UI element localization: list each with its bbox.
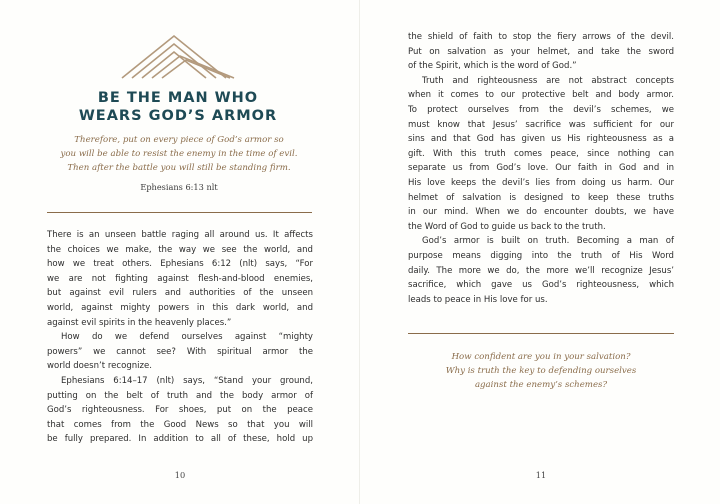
divider: [408, 333, 674, 334]
body-line: putting on the belt of truth and the body armor of: [47, 390, 313, 401]
page-number-left: 10: [174, 470, 186, 480]
body-text-right: [408, 30, 674, 307]
body-line: To protect ourselves from the devil’s schemes, we: [408, 104, 674, 115]
body-line: Put on salvation as your helmet, and take the sword: [408, 46, 674, 57]
body-line: daily. The more we do, the more we’ll recognize Jesus’: [408, 265, 674, 276]
divider: [47, 212, 312, 213]
reflection-questions: [408, 350, 674, 392]
body-line: God’s righteousness. For shoes, put on the peace: [47, 405, 313, 416]
body-line: be fully prepared. In addition to all of these, hold up: [47, 434, 313, 445]
chapter-title: [60, 89, 296, 125]
page-number-right: 11: [535, 470, 547, 480]
question-line: Why is truth the key to defending ourselves: [445, 366, 637, 376]
body-line: sacrifice, which gave us God’s righteousness, which: [408, 280, 674, 291]
body-line: His love keeps the devil’s lies from doing us harm. Our: [408, 177, 674, 188]
scripture-citation: Ephesians 6:13 nlt: [140, 182, 218, 192]
body-line: the Word of God to guide us back to the truth.: [408, 221, 606, 232]
body-line: world, against mighty powers in this dark world, and: [47, 302, 313, 313]
body-line: There is an unseen battle raging all around us. It affects: [47, 230, 313, 240]
body-line: gift. With this truth comes peace, since nothing can: [408, 148, 674, 159]
body-line: powers” we cannot see? With spiritual armor the: [47, 346, 313, 357]
body-line: the shield of faith to stop the fiery arrows of the devil.: [408, 32, 674, 42]
body-line: God’s armor is built on truth. Becoming a man of: [422, 236, 674, 247]
body-line: of the Spirit, which is the word of God.”: [408, 61, 577, 72]
body-line: Truth and righteousness are not abstract concepts: [422, 75, 674, 86]
body-line: helmet of salvation is designed to keep these truths: [408, 192, 674, 203]
body-line: that comes from the Good News so that you will: [47, 419, 313, 430]
body-line: but against evil rulers and authorities of the unseen: [47, 288, 313, 299]
body-line: how we treat others. Ephesians 6:12 (nlt) says, “For: [47, 259, 313, 270]
body-line: sins and that God has given us His righteousness as a: [408, 134, 674, 145]
quote-line: Then after the battle you will still be standing firm.: [67, 163, 291, 173]
chapter-title-line: WEARS GOD’S ARMOR: [78, 108, 278, 124]
body-line: Ephesians 6:14–17 (nlt) says, “Stand your ground,: [61, 375, 313, 386]
body-line: the choices we make, the way we see the world, and: [47, 244, 313, 255]
quote-line: Therefore, put on every piece of God’s armor so: [74, 135, 284, 145]
body-line: separate us from God’s love. Our faith in God and in: [408, 163, 674, 174]
quote-line: you will be able to resist the enemy in the time of evil.: [60, 149, 298, 159]
body-text: [47, 228, 313, 447]
chapter-title-line: BE THE MAN WHO: [97, 90, 259, 106]
mountains-logo-icon: [118, 30, 238, 80]
scripture-quote: [40, 133, 318, 175]
question-line: How confident are you in your salvation?: [451, 352, 631, 362]
body-line: How do we defend ourselves against “mighty: [61, 332, 313, 343]
body-line: leads to peace in His love for us.: [408, 294, 548, 305]
body-line: against evil spirits in the heavenly places.”: [47, 317, 232, 328]
body-line: in our mind. When we do encounter doubts, we have: [408, 207, 674, 218]
body-line: must know that Jesus’ sacrifice was sufficient for our: [408, 119, 674, 130]
body-line: we are not fighting against flesh-and-blood enemies,: [47, 273, 313, 284]
body-line: when it comes to our protective belt and body armor.: [408, 90, 674, 101]
body-line: world doesn’t recognize.: [47, 361, 153, 372]
question-line: against the enemy’s schemes?: [474, 380, 608, 390]
body-line: purpose means digging into the truth of His Word: [408, 250, 674, 261]
